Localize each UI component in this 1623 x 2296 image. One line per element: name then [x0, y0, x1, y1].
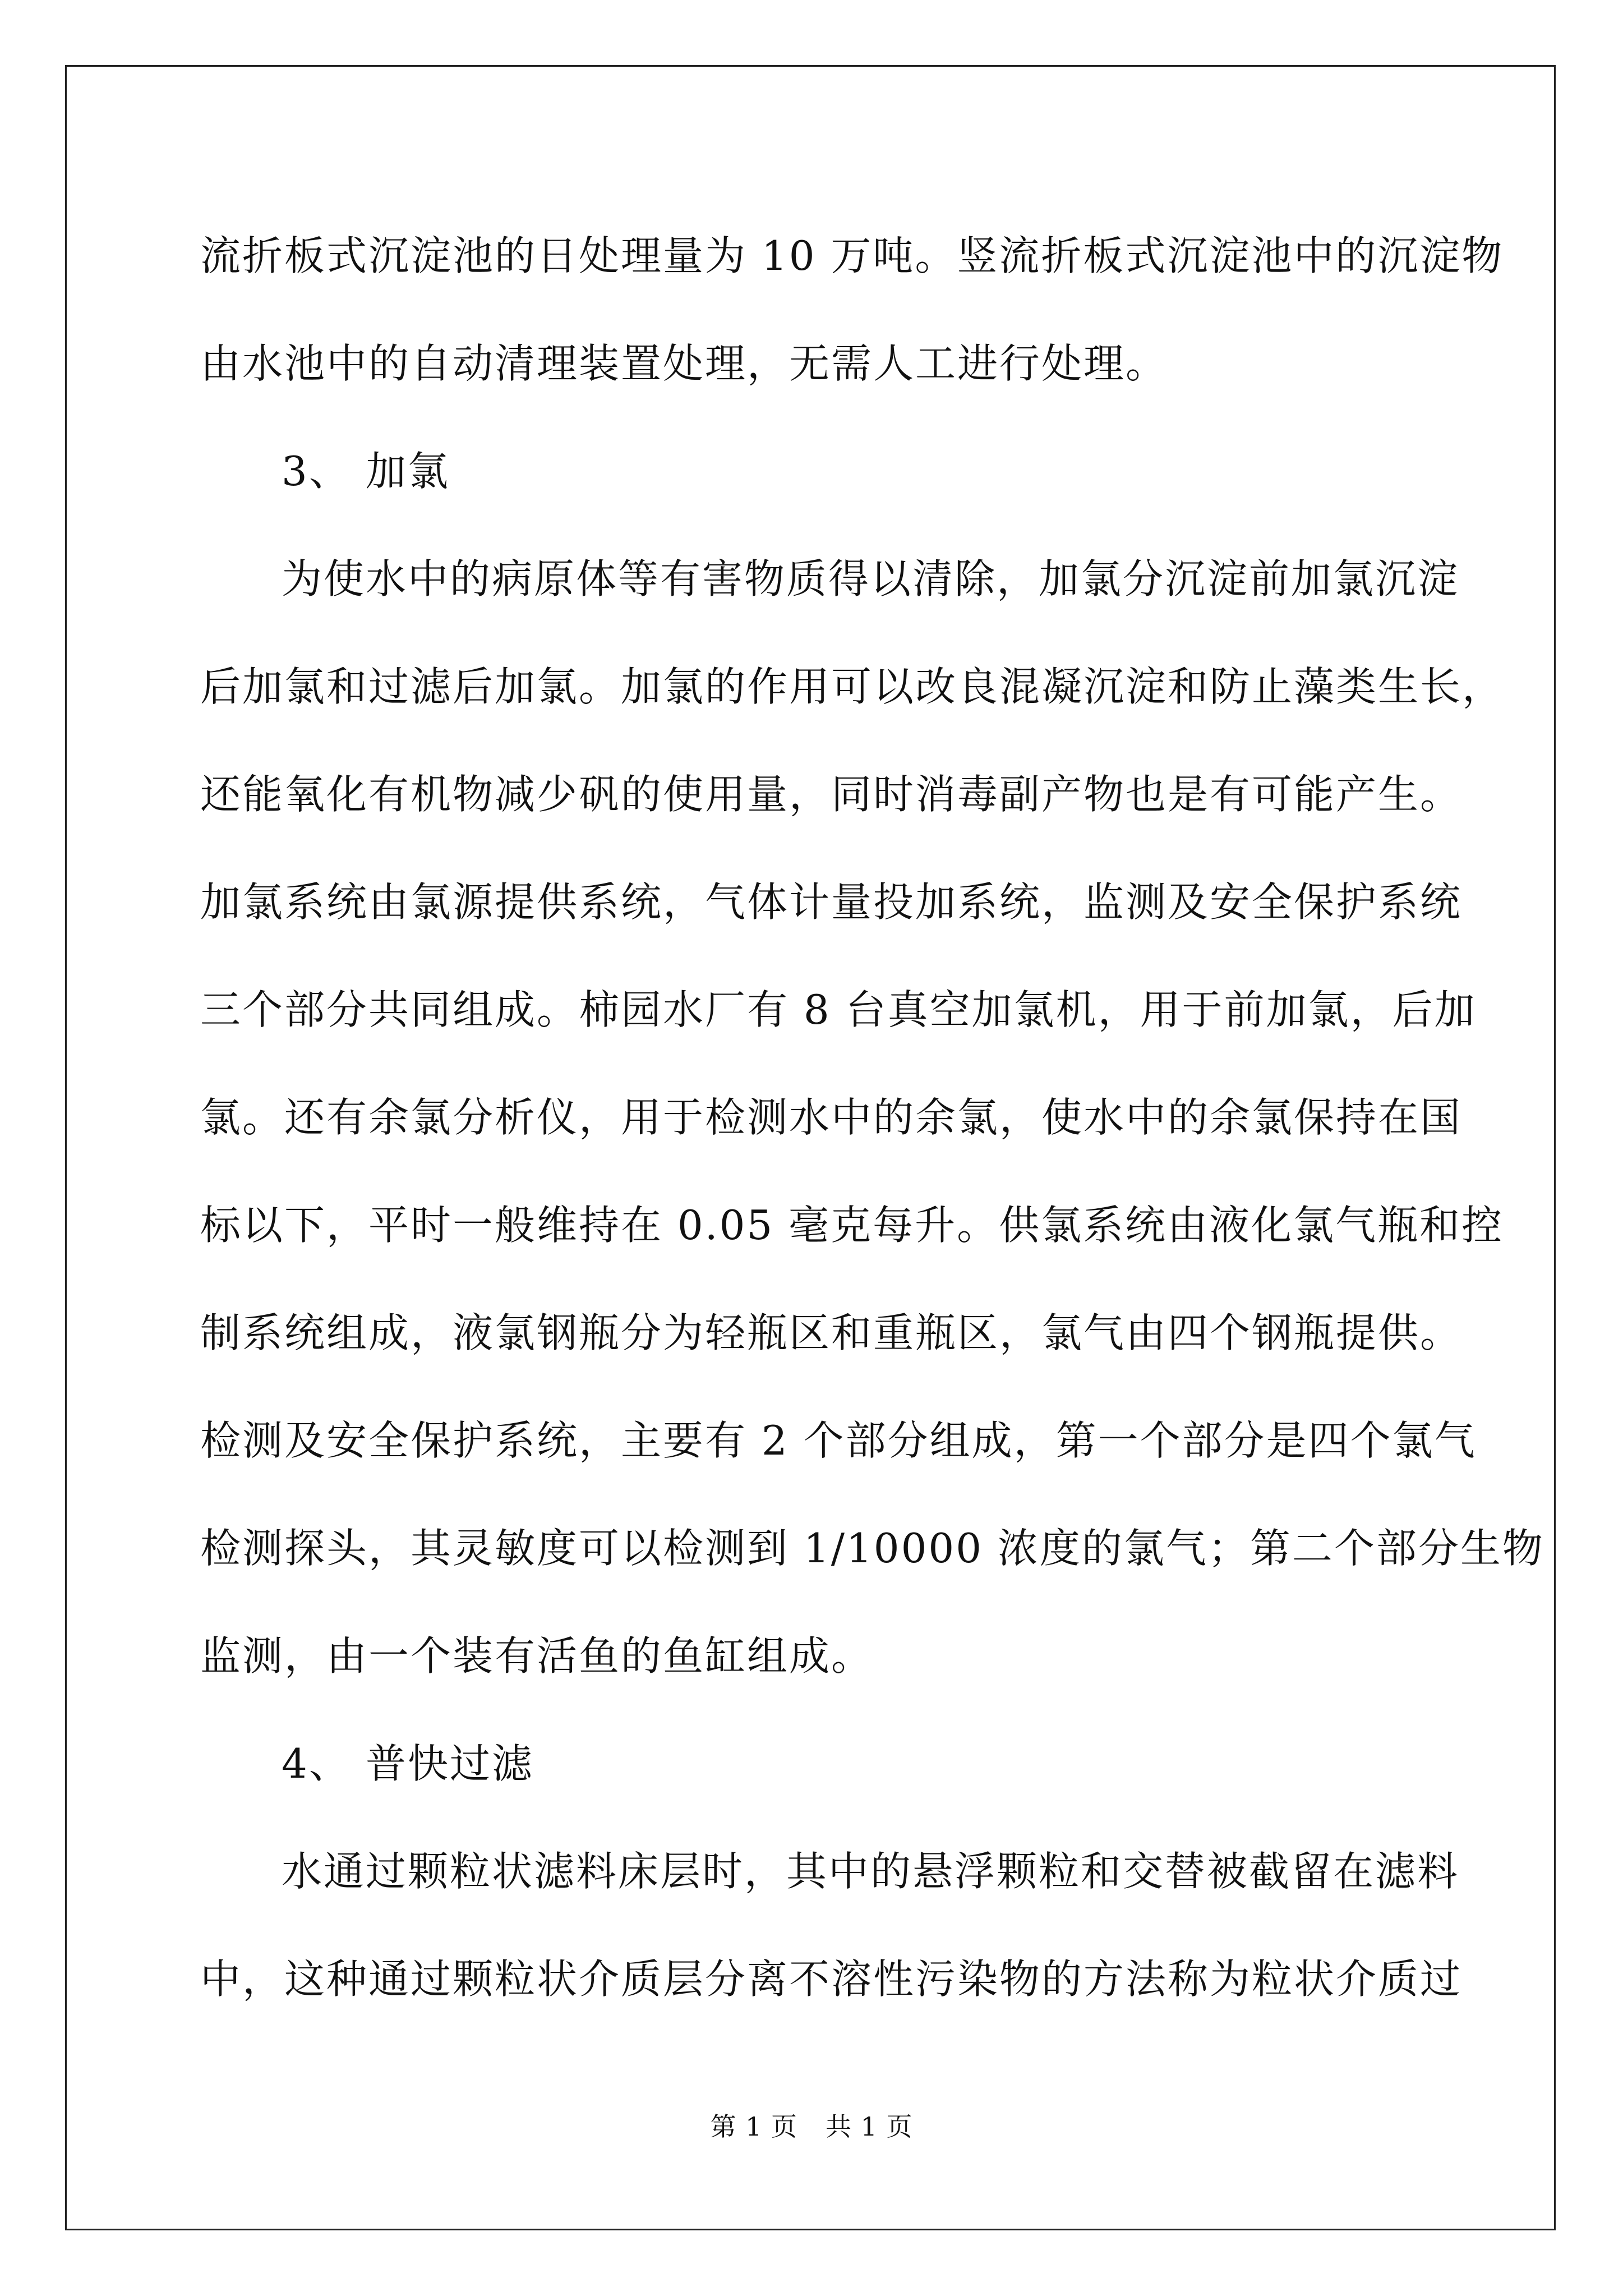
body-line: 流折板式沉淀池的日处理量为 10 万吨。竖流折板式沉淀池中的沉淀物: [200, 232, 1504, 279]
body-line: 制系统组成，液氯钢瓶分为轻瓶区和重瓶区，氯气由四个钢瓶提供。: [200, 1309, 1463, 1356]
body-line: 还能氧化有机物减少矾的使用量，同时消毒副产物也是有可能产生。: [200, 771, 1463, 818]
section-title: 加氯: [366, 448, 450, 495]
body-line: 标以下，平时一般维持在 0.05 毫克每升。供氯系统由液化氯气瓶和控: [200, 1202, 1504, 1249]
page-footer: [0, 2106, 1623, 2143]
body-line: 三个部分共同组成。柿园水厂有 8 台真空加氯机，用于前加氯，后加: [200, 986, 1477, 1033]
body-line: 加氯系统由氯源提供系统，气体计量投加系统，监测及安全保护系统: [200, 878, 1463, 926]
body-line: 中，这种通过颗粒状介质层分离不溶性污染物的方法称为粒状介质过: [200, 1955, 1463, 2003]
section-heading-3: [200, 417, 1428, 525]
section-heading-4: [200, 1710, 1428, 1818]
page-total: 共 1 页: [826, 2111, 913, 2142]
body-line: 检测探头，其灵敏度可以检测到 1/10000 浓度的氯气；第二个部分生物: [200, 1525, 1544, 1572]
body-line: 水通过颗粒状滤料床层时，其中的悬浮颗粒和交替被截留在滤料: [282, 1848, 1460, 1895]
body-line: 为使水中的病原体等有害物质得以清除，加氯分沉淀前加氯沉淀: [282, 555, 1460, 602]
page-number: 第 1 页: [710, 2111, 797, 2142]
section-number: 4、: [282, 1740, 351, 1787]
document-body: [200, 202, 1544, 2033]
body-line: 由水池中的自动清理装置处理，无需人工进行处理。: [200, 340, 1168, 387]
section-title: 普快过滤: [366, 1740, 534, 1787]
body-line: 氯。还有余氯分析仪，用于检测水中的余氯，使水中的余氯保持在国: [200, 1094, 1463, 1141]
section-number: 3、: [282, 448, 351, 495]
body-line: 后加氯和过滤后加氯。加氯的作用可以改良混凝沉淀和防止藻类生长，: [200, 663, 1505, 710]
body-line: 监测，由一个装有活鱼的鱼缸组成。: [200, 1632, 874, 1680]
body-line: 检测及安全保护系统，主要有 2 个部分组成，第一个部分是四个氯气: [200, 1417, 1477, 1464]
